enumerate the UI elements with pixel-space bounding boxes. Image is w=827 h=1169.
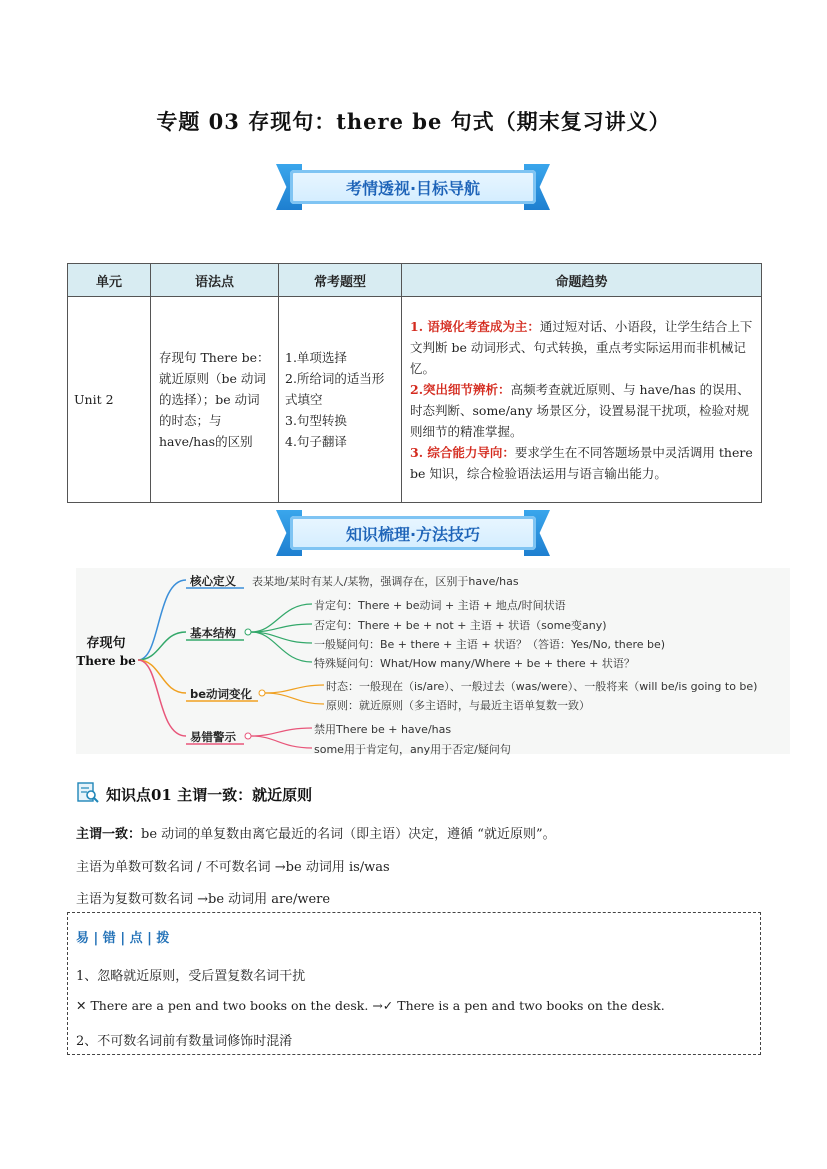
branch-be-change: be动词变化 [190, 687, 253, 701]
trend-item [410, 442, 753, 484]
wrong-icon: ✕ [76, 998, 87, 1013]
definition-body: be 动词的单复数由离它最近的名词（即主语）决定，遵循 “就近原则”。 [141, 827, 556, 842]
trend-item [410, 379, 753, 442]
check-icon: ✓ [382, 998, 394, 1013]
structure-item: 肯定句：There + be动词 + 主语 + 地点/时间状语 [314, 599, 566, 612]
node-dot [245, 733, 251, 739]
col-trend-header: 命题趋势 [402, 264, 762, 297]
section-banner-knowledge [276, 510, 550, 556]
right-sentence: There is a pen and two books on the desk. [397, 998, 665, 1013]
trend-label: 2.突出细节辨析： [410, 381, 511, 397]
type-item: 3.句型转换 [285, 413, 347, 428]
tip-item: 1、忽略就近原则，受后置复数名词干扰 [76, 969, 306, 984]
mistake-item: 禁用There be + have/has [314, 723, 452, 736]
branch-structure: 基本结构 [190, 626, 236, 640]
exam-overview-table [67, 263, 762, 503]
col-grammar-header: 语法点 [151, 264, 279, 297]
rule-line-plural: 主语为复数可数名词 →be 动词用 are/were [76, 892, 331, 907]
root-subtitle: There be [76, 654, 136, 668]
heading-text: 知识点01 主谓一致：就近原则 [106, 785, 313, 804]
be-item: 时态：一般现在（is/are）、一般过去（was/were）、一般将来（will be/is going to be) [326, 680, 758, 693]
trend-text: 要求学生在不同答题场景中灵活调用 there be 知识，综合检验语法运用与语言输出能力。 [410, 444, 753, 481]
definition-text: 表某地/某时有某人/某物，强调存在，区别于have/has [252, 575, 519, 588]
common-mistakes-box [67, 912, 761, 1055]
trend-label: 3. 综合能力导向： [410, 444, 515, 460]
wrong-sentence: There are a pen and two books on the desk. [90, 998, 369, 1013]
col-types-header: 常考题型 [279, 264, 402, 297]
col-unit-header: 单元 [68, 264, 151, 297]
root-title: 存现句 [86, 636, 126, 651]
mindmap [76, 568, 790, 754]
rule-line-singular: 主语为单数可数名词 / 不可数名词 →be 动词用 is/was [76, 860, 390, 875]
magnifier-icon [76, 780, 100, 808]
arrow-icon: → [372, 998, 383, 1013]
grammar-cell: 存现句 There be：就近原则（be 动词的选择）；be 动词的时态；与have/has的区别 [151, 297, 279, 503]
node-dot [245, 629, 251, 635]
trend-item [410, 316, 753, 379]
be-item: 原则：就近原则（多主语时，与最近主语单复数一致） [326, 699, 590, 712]
trend-text: 通过短对话、小语段，让学生结合上下文判断 be 动词形式、句式转换，重点考实际运用而非机械记忆。 [410, 318, 753, 376]
connector-sub [251, 736, 312, 748]
tip-example [76, 998, 665, 1013]
connector-mistakes [138, 660, 186, 736]
section-banner-overview [276, 164, 550, 210]
mindmap-root [76, 632, 136, 668]
mistake-item: some用于肯定句，any用于否定/疑问句 [314, 743, 511, 756]
tips-title: 易 | 错 | 点 | 拨 [76, 931, 170, 946]
connector-definition [138, 580, 186, 660]
table-row [68, 297, 762, 503]
banner-label: 知识梳理·方法技巧 [290, 516, 536, 550]
branch-mistakes: 易错警示 [190, 730, 236, 744]
connector-be [138, 660, 186, 693]
types-cell [279, 297, 402, 503]
type-item: 2.所给词的适当形式填空 [285, 371, 385, 407]
tip-item: 2、不可数名词前有数量词修饰时混淆 [76, 1034, 293, 1049]
unit-cell: Unit 2 [68, 297, 151, 503]
trend-cell [402, 297, 762, 503]
connector-sub [251, 728, 312, 736]
branch-definition: 核心定义 [190, 574, 236, 588]
node-dot [259, 690, 265, 696]
table-header-row [68, 264, 762, 297]
banner-label: 考情透视·目标导航 [290, 170, 536, 204]
trend-text: 高频考查就近原则、与 have/has 的误用、时态判断、some/any 场景区分，设置易混干扰项，检验对规则细节的精准掌握。 [410, 381, 750, 439]
connector-sub [251, 632, 312, 662]
connector-sub [265, 693, 324, 704]
connector-sub [265, 685, 324, 693]
type-item: 1.单项选择 [285, 350, 347, 365]
page-title: 专题 03 存现句：there be 句式（期末复习讲义） [156, 109, 671, 134]
knowledge-point-heading [76, 780, 312, 808]
structure-item: 特殊疑问句：What/How many/Where + be + there + 状语？ [314, 657, 635, 670]
structure-item: 一般疑问句：Be + there + 主语 + 状语？（答语：Yes/No, there be) [314, 638, 666, 651]
structure-item: 否定句：There + be + not + 主语 + 状语（some变any) [314, 619, 607, 632]
type-item: 4.句子翻译 [285, 434, 347, 449]
trend-label: 1. 语境化考查成为主： [410, 318, 540, 334]
definition-label: 主谓一致： [76, 827, 142, 842]
definition-paragraph [76, 823, 556, 842]
